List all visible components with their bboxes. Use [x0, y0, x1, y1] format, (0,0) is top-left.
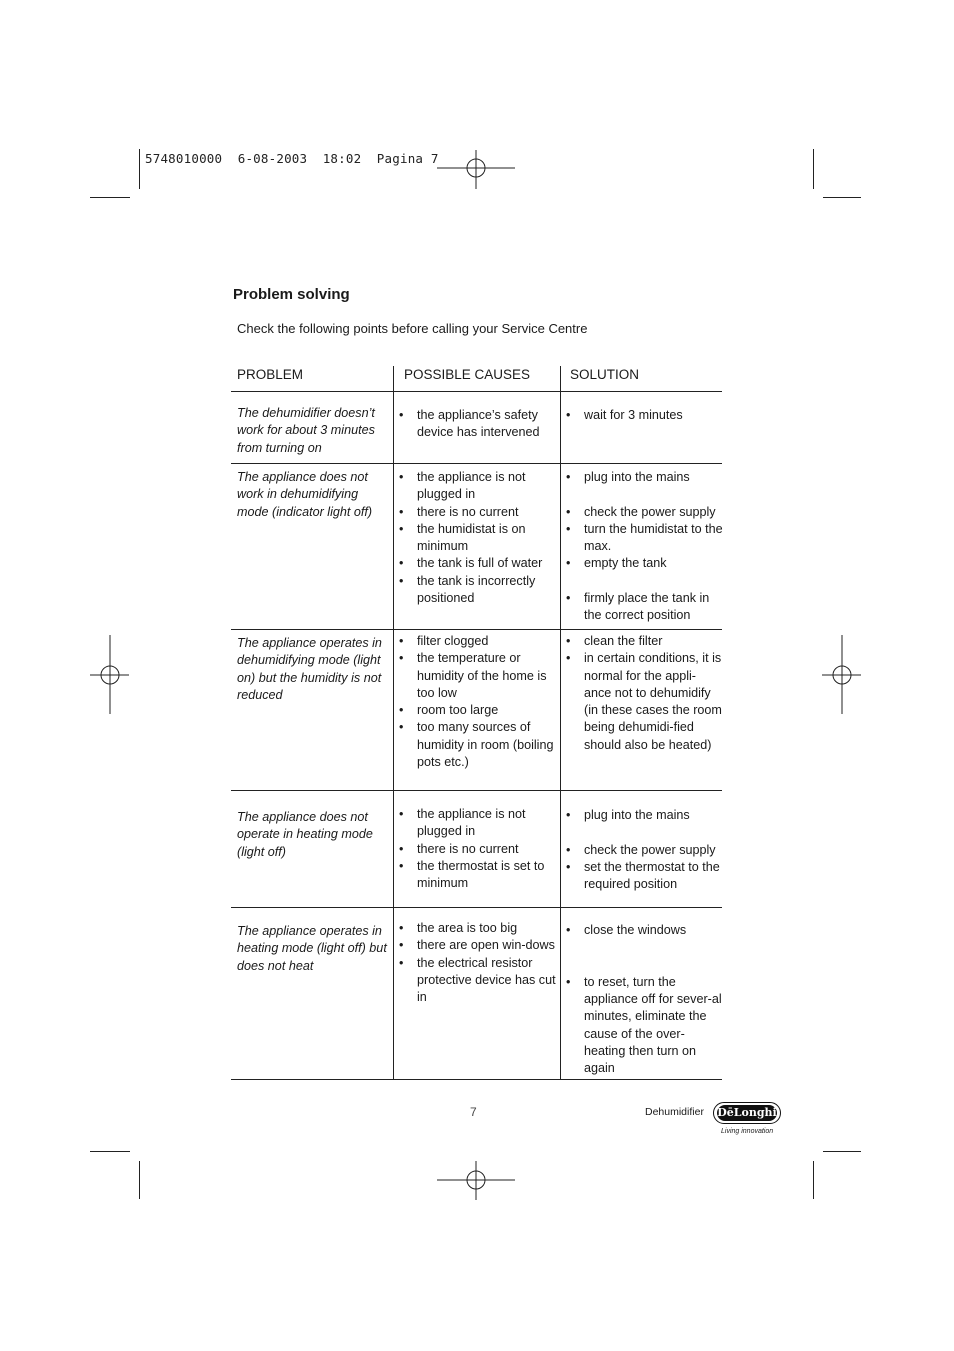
solution-item: • firmly place the tank in the correct position — [565, 590, 723, 625]
cause-item: • the area is too big — [398, 920, 556, 937]
solutions-list — [565, 407, 723, 424]
solution-item: • empty the tank — [565, 555, 723, 572]
print-time: 18:02 — [322, 151, 362, 166]
row-divider — [231, 629, 722, 630]
solution-item: • close the windows — [565, 922, 723, 939]
problem-cell: The dehumidifier doesn’t work for about 3 minutes from turning on — [237, 406, 375, 455]
cause-item: • there are open win-dows — [398, 937, 556, 954]
print-header — [145, 151, 439, 166]
print-code: 5748010000 — [145, 151, 223, 166]
solution-item: • plug into the mains — [565, 469, 723, 486]
row-divider — [231, 391, 722, 392]
column-divider — [393, 366, 394, 1079]
cause-item: • filter clogged — [398, 633, 556, 650]
cause-item: • the tank is full of water — [398, 555, 556, 572]
brand-tagline: Living innovation — [721, 1128, 774, 1135]
crop-mark — [813, 1161, 814, 1199]
causes-list — [398, 633, 556, 771]
cause-item: • too many sources of humidity in room (boiling pots etc.) — [398, 719, 556, 771]
solutions-list — [565, 807, 723, 893]
cause-item: • the appliance’s safety device has intervened — [398, 407, 556, 442]
solutions-list — [565, 922, 723, 1078]
product-name: Dehumidifier — [645, 1106, 704, 1118]
row-divider — [231, 790, 722, 791]
solution-item: • check the power supply — [565, 504, 723, 521]
problem-cell: The appliance does not operate in heating mode (light off) — [237, 810, 373, 859]
solutions-list — [565, 469, 723, 625]
crop-mark — [90, 1151, 130, 1152]
cause-item: • the thermostat is set to minimum — [398, 858, 556, 893]
cause-item: • the electrical resistor protective device has cut in — [398, 955, 556, 1007]
causes-list — [398, 469, 556, 607]
causes-list — [398, 920, 556, 1006]
cause-item: • there is no current — [398, 841, 556, 858]
registration-mark-icon — [437, 150, 517, 190]
causes-list — [398, 407, 556, 442]
header-causes: POSSIBLE CAUSES — [404, 367, 531, 382]
crop-mark — [823, 197, 861, 198]
cause-item: • the appliance is not plugged in — [398, 469, 556, 504]
crop-mark — [139, 149, 140, 189]
cause-item: • the temperature or humidity of the home is too low — [398, 650, 556, 702]
solution-item: • turn the humidistat to the max. — [565, 521, 723, 556]
cause-item: • there is no current — [398, 504, 556, 521]
problem-cell: The appliance operates in dehumidifying mode (light on) but the humidity is not reduced — [237, 636, 382, 702]
solution-item: • to reset, turn the appliance off for sever-al minutes, eliminate the cause of the over-heating then turn on again — [565, 974, 723, 1078]
crop-mark — [813, 149, 814, 189]
crop-mark — [139, 1161, 140, 1199]
cause-item: • the appliance is not plugged in — [398, 806, 556, 841]
registration-mark-icon — [437, 1161, 517, 1201]
page-title: Problem solving — [233, 286, 350, 303]
registration-mark-icon — [822, 635, 862, 715]
row-divider — [231, 907, 722, 908]
cause-item: • the tank is incorrectly positioned — [398, 573, 556, 608]
solution-item: • clean the filter — [565, 633, 723, 650]
row-divider — [231, 463, 722, 464]
brand-logo — [713, 1102, 781, 1124]
header-problem: PROBLEM — [237, 367, 304, 382]
header-solution: SOLUTION — [570, 367, 640, 382]
print-page-label: Pagina 7 — [376, 151, 439, 166]
problem-cell: The appliance operates in heating mode (light off) but does not heat — [237, 924, 387, 973]
solution-item: • wait for 3 minutes — [565, 407, 723, 424]
print-date: 6-08-2003 — [237, 151, 308, 166]
solution-item: • plug into the mains — [565, 807, 723, 824]
crop-mark — [90, 197, 130, 198]
intro-text: Check the following points before calling your Service Centre — [237, 321, 588, 336]
causes-list — [398, 806, 556, 892]
solution-item: • check the power supply — [565, 842, 723, 859]
solution-item: • in certain conditions, it is normal for the appli-ance not to dehumidify (in these cases the room being dehumidi-fied should also be heated) — [565, 650, 723, 754]
page-number: 7 — [470, 1105, 477, 1119]
crop-mark — [823, 1151, 861, 1152]
cause-item: • room too large — [398, 702, 556, 719]
solutions-list — [565, 633, 723, 754]
registration-mark-icon — [90, 635, 130, 715]
solution-item: • set the thermostat to the required position — [565, 859, 723, 894]
column-divider — [560, 366, 561, 1079]
row-divider — [231, 1079, 722, 1080]
cause-item: • the humidistat is on minimum — [398, 521, 556, 556]
problem-cell: The appliance does not work in dehumidifying mode (indicator light off) — [237, 470, 373, 519]
brand-logo-text: DēLonghi — [717, 1106, 777, 1119]
